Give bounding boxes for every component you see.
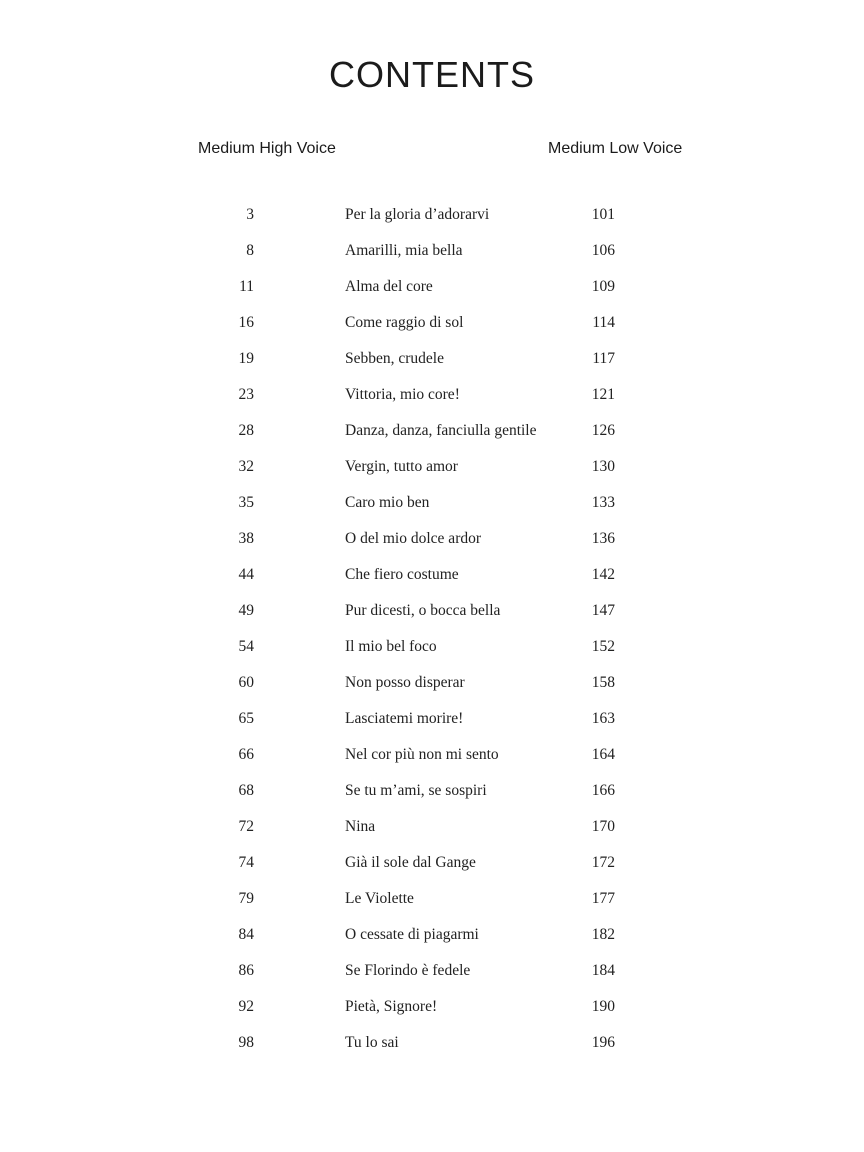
medium-high-page-number: 44 (238, 566, 254, 583)
medium-high-page-number: 8 (246, 242, 254, 259)
song-title: O del mio dolce ardor (345, 530, 482, 547)
toc-row (198, 845, 615, 881)
toc-row (198, 413, 615, 449)
toc-row (198, 953, 615, 989)
song-title: Pur dicesti, o bocca bella (345, 602, 501, 619)
song-title: Non posso disperar (345, 674, 465, 691)
toc-row (198, 305, 615, 341)
page-title: CONTENTS (329, 54, 535, 95)
column-header-medium-low-voice: Medium Low Voice (548, 140, 683, 157)
toc-row (198, 197, 615, 233)
medium-low-page-number: 117 (592, 350, 615, 367)
song-title: Amarilli, mia bella (345, 242, 463, 259)
medium-high-page-number: 28 (238, 422, 254, 439)
medium-high-page-number: 3 (246, 206, 254, 223)
medium-low-page-number: 109 (591, 278, 615, 295)
medium-low-page-number: 106 (591, 242, 615, 259)
medium-high-page-number: 98 (238, 1034, 254, 1051)
toc-row (198, 629, 615, 665)
song-title: Come raggio di sol (345, 314, 464, 331)
toc-row (198, 593, 615, 629)
medium-high-page-number: 38 (238, 530, 254, 547)
song-title: O cessate di piagarmi (345, 926, 479, 943)
toc-row (198, 665, 615, 701)
toc-row (198, 341, 615, 377)
toc-row (198, 557, 615, 593)
song-title: Pietà, Signore! (345, 998, 438, 1015)
medium-high-page-number: 32 (238, 458, 254, 475)
medium-low-page-number: 121 (591, 386, 615, 403)
toc-row (198, 1025, 615, 1061)
song-title: Vergin, tutto amor (345, 458, 458, 475)
song-title: Il mio bel foco (345, 638, 437, 655)
song-title: Caro mio ben (345, 494, 430, 511)
medium-high-page-number: 68 (238, 782, 254, 799)
medium-low-page-number: 147 (591, 602, 615, 619)
medium-low-page-number: 163 (591, 710, 615, 727)
medium-low-page-number: 126 (591, 422, 615, 439)
toc-row (198, 377, 615, 413)
column-header-medium-high-voice: Medium High Voice (198, 140, 336, 157)
medium-low-page-number: 130 (591, 458, 615, 475)
medium-high-page-number: 19 (238, 350, 254, 367)
medium-low-page-number: 182 (591, 926, 615, 943)
medium-high-page-number: 11 (239, 278, 254, 295)
toc-row (198, 881, 615, 917)
medium-high-page-number: 54 (238, 638, 254, 655)
medium-high-page-number: 86 (238, 962, 254, 979)
song-title: Vittoria, mio core! (345, 386, 460, 403)
toc-row (198, 233, 615, 269)
medium-low-page-number: 136 (591, 530, 615, 547)
song-title: Alma del core (345, 278, 433, 295)
medium-high-page-number: 84 (238, 926, 254, 943)
medium-low-page-number: 196 (591, 1034, 615, 1051)
song-title: Nina (345, 818, 376, 835)
medium-high-page-number: 49 (238, 602, 254, 619)
song-title: Sebben, crudele (345, 350, 444, 367)
medium-low-page-number: 142 (591, 566, 615, 583)
contents-list (198, 197, 615, 1061)
song-title: Se Florindo è fedele (345, 962, 471, 979)
toc-row (198, 449, 615, 485)
medium-low-page-number: 170 (591, 818, 615, 835)
medium-high-page-number: 74 (238, 854, 254, 871)
medium-high-page-number: 92 (238, 998, 254, 1015)
medium-low-page-number: 101 (591, 206, 615, 223)
toc-row (198, 521, 615, 557)
medium-high-page-number: 66 (238, 746, 254, 763)
song-title: Danza, danza, fanciulla gentile (345, 422, 537, 439)
toc-row (198, 485, 615, 521)
song-title: Le Violette (345, 890, 414, 907)
song-title: Per la gloria d’adorarvi (345, 206, 490, 223)
medium-low-page-number: 177 (591, 890, 615, 907)
medium-low-page-number: 114 (592, 314, 615, 331)
medium-low-page-number: 190 (591, 998, 615, 1015)
medium-high-page-number: 72 (238, 818, 254, 835)
toc-row (198, 737, 615, 773)
song-title: Lasciatemi morire! (345, 710, 464, 727)
toc-row (198, 701, 615, 737)
medium-low-page-number: 158 (591, 674, 615, 691)
medium-high-page-number: 60 (238, 674, 254, 691)
song-title: Che fiero costume (345, 566, 459, 583)
medium-high-page-number: 23 (238, 386, 254, 403)
medium-high-page-number: 65 (238, 710, 254, 727)
medium-high-page-number: 35 (238, 494, 254, 511)
medium-high-page-number: 16 (238, 314, 254, 331)
medium-low-page-number: 166 (591, 782, 615, 799)
medium-low-page-number: 133 (591, 494, 615, 511)
medium-low-page-number: 164 (591, 746, 615, 763)
song-title: Se tu m’ami, se sospiri (345, 782, 487, 799)
song-title: Tu lo sai (345, 1034, 399, 1051)
medium-low-page-number: 184 (591, 962, 615, 979)
toc-row (198, 269, 615, 305)
toc-row (198, 773, 615, 809)
toc-row (198, 989, 615, 1025)
song-title: Già il sole dal Gange (345, 854, 476, 871)
medium-low-page-number: 152 (591, 638, 615, 655)
toc-row (198, 809, 615, 845)
song-title: Nel cor più non mi sento (345, 746, 499, 763)
medium-low-page-number: 172 (591, 854, 615, 871)
toc-row (198, 917, 615, 953)
medium-high-page-number: 79 (238, 890, 254, 907)
